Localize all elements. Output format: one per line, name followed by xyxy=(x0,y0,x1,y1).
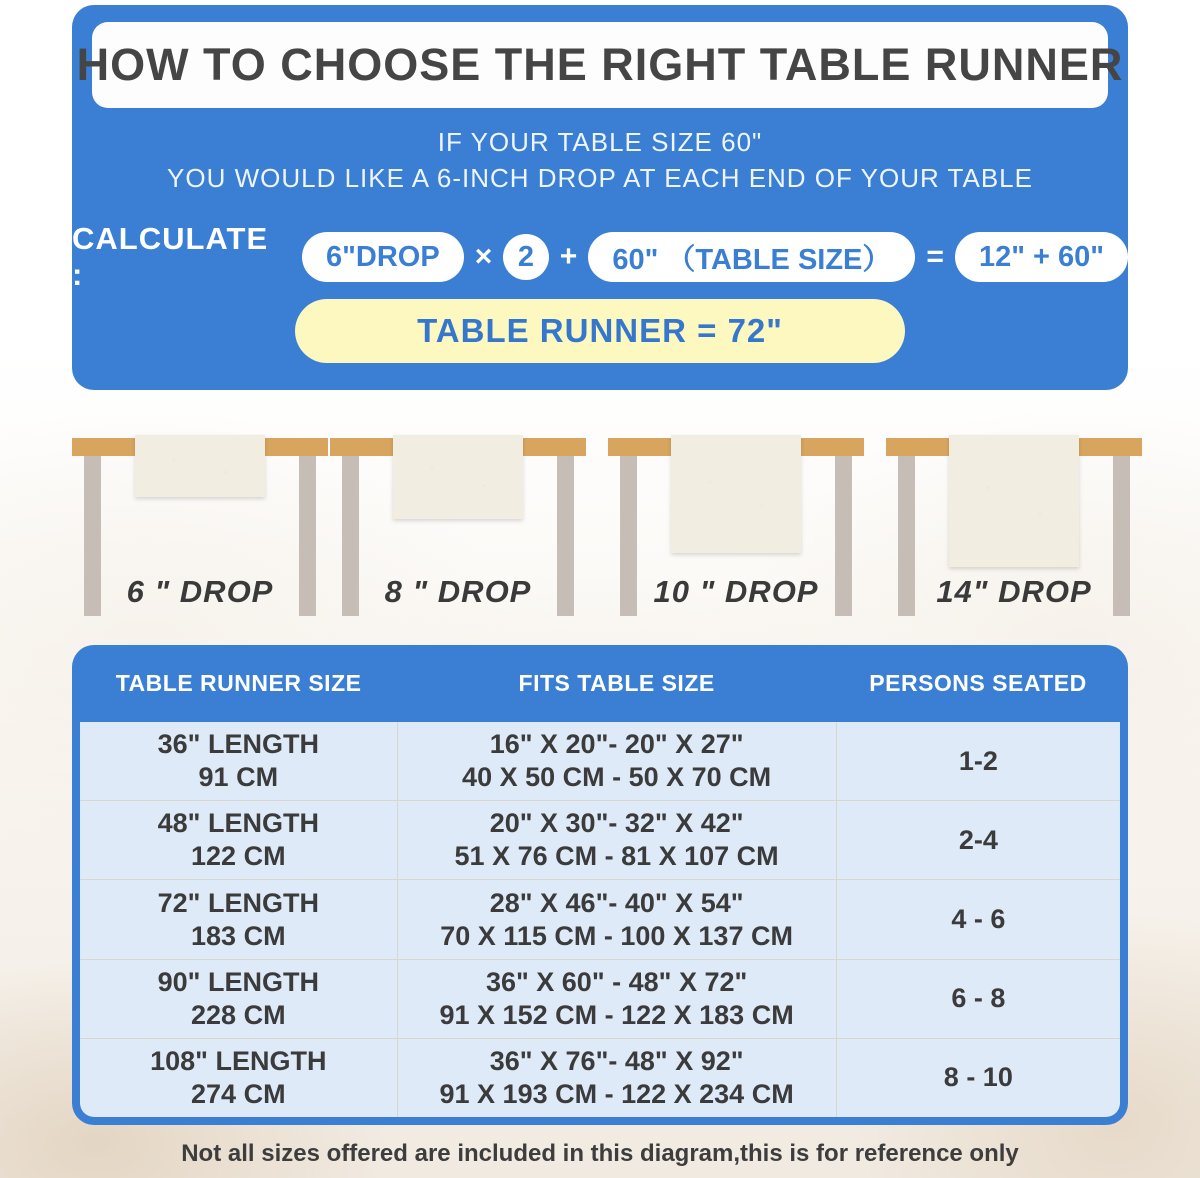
fits-range-inches: 28" X 46"- 40" X 54" xyxy=(489,887,744,918)
drop-pill: 6"DROP xyxy=(302,232,464,282)
table-size-pill: 60" （TABLE SIZE） xyxy=(588,232,915,282)
drop-label: 10 " DROP xyxy=(653,574,819,609)
table-row xyxy=(80,1038,1120,1117)
table-runner-drape xyxy=(135,435,265,497)
fits-range-inches: 36" X 60" - 48" X 72" xyxy=(485,966,748,997)
drop-figure-10 xyxy=(608,430,864,625)
drop-figure-8 xyxy=(330,430,586,625)
runner-size-cell xyxy=(80,1039,397,1117)
calculation-row xyxy=(72,221,1128,292)
fits-table-cell xyxy=(397,1039,837,1117)
subtitle-line-1: IF YOUR TABLE SIZE 60" xyxy=(437,127,763,157)
disclaimer-note: Not all sizes offered are included in this diagram,this is for reference only xyxy=(181,1140,1019,1167)
times-operator: × xyxy=(474,240,493,273)
title-banner xyxy=(76,22,1124,108)
column-header-persons: PERSONS SEATED xyxy=(869,670,1087,696)
calculate-label: CALCULATE : xyxy=(72,221,269,292)
runner-length-cm: 274 CM xyxy=(191,1078,286,1109)
runner-length-cm: 228 CM xyxy=(191,999,286,1030)
runner-length-inches: 36" LENGTH xyxy=(157,729,319,760)
runner-length-inches: 108" LENGTH xyxy=(150,1045,327,1076)
fits-range-cm: 91 X 152 CM - 122 X 183 CM xyxy=(439,999,794,1030)
fits-range-cm: 91 X 193 CM - 122 X 234 CM xyxy=(439,1078,794,1109)
runner-length-inches: 72" LENGTH xyxy=(157,887,319,918)
fits-table-cell xyxy=(397,960,837,1038)
drop-figure-6 xyxy=(72,430,328,625)
fits-range-inches: 16" X 20"- 20" X 27" xyxy=(489,729,744,760)
runner-length-inches: 48" LENGTH xyxy=(157,808,319,839)
subtitle-line-2: YOU WOULD LIKE A 6-INCH DROP AT EACH END OF YOUR TABLE xyxy=(167,163,1033,193)
column-header-fits-table: FITS TABLE SIZE xyxy=(518,670,715,696)
page-title: HOW TO CHOOSE THE RIGHT TABLE RUNNER xyxy=(76,39,1124,90)
sum-pill: 12" + 60" xyxy=(955,232,1128,282)
runner-length-cm: 91 CM xyxy=(198,762,279,793)
fits-table-cell xyxy=(397,722,837,800)
runner-size-cell xyxy=(80,880,397,958)
fits-table-cell xyxy=(397,880,837,958)
table-row xyxy=(80,959,1120,1038)
size-chart-body xyxy=(80,722,1120,1117)
persons-seated-cell: 4 - 6 xyxy=(951,904,1006,935)
drop-label: 6 " DROP xyxy=(126,574,274,609)
table-runner-drape xyxy=(393,435,523,519)
drop-label: 8 " DROP xyxy=(384,574,532,609)
fits-range-cm: 40 X 50 CM - 50 X 70 CM xyxy=(462,762,772,793)
runner-size-cell xyxy=(80,960,397,1038)
persons-seated-cell: 2-4 xyxy=(958,824,998,855)
runner-length-inches: 90" LENGTH xyxy=(157,966,319,997)
table-row xyxy=(80,800,1120,879)
intro-panel xyxy=(72,5,1128,390)
fits-range-cm: 51 X 76 CM - 81 X 107 CM xyxy=(454,841,779,872)
fits-range-inches: 36" X 76"- 48" X 92" xyxy=(489,1045,744,1076)
equals-operator: = xyxy=(926,240,944,273)
plus-operator: + xyxy=(559,240,578,273)
table-runner-drape xyxy=(949,435,1079,567)
size-chart-panel xyxy=(72,645,1128,1125)
table-runner-drape xyxy=(671,435,801,553)
runner-size-cell xyxy=(80,801,397,879)
column-header-runner-size: TABLE RUNNER SIZE xyxy=(115,670,362,696)
fits-range-cm: 70 X 115 CM - 100 X 137 CM xyxy=(440,920,793,951)
runner-length-cm: 183 CM xyxy=(191,920,286,951)
fits-range-inches: 20" X 30"- 32" X 42" xyxy=(489,808,744,839)
drop-diagrams xyxy=(0,430,1200,625)
drop-figure-14 xyxy=(886,430,1142,625)
result-pill: TABLE RUNNER = 72" xyxy=(295,299,905,363)
fits-table-cell xyxy=(397,801,837,879)
persons-seated-cell: 1-2 xyxy=(958,745,998,776)
size-chart-header xyxy=(80,645,1120,722)
persons-seated-cell: 8 - 10 xyxy=(943,1062,1013,1093)
multiplier-badge: 2 xyxy=(503,234,549,280)
table-row xyxy=(80,879,1120,958)
persons-seated-cell: 6 - 8 xyxy=(951,983,1006,1014)
runner-size-cell xyxy=(80,722,397,800)
table-row xyxy=(80,722,1120,800)
runner-length-cm: 122 CM xyxy=(191,841,286,872)
drop-label: 14" DROP xyxy=(936,574,1092,609)
